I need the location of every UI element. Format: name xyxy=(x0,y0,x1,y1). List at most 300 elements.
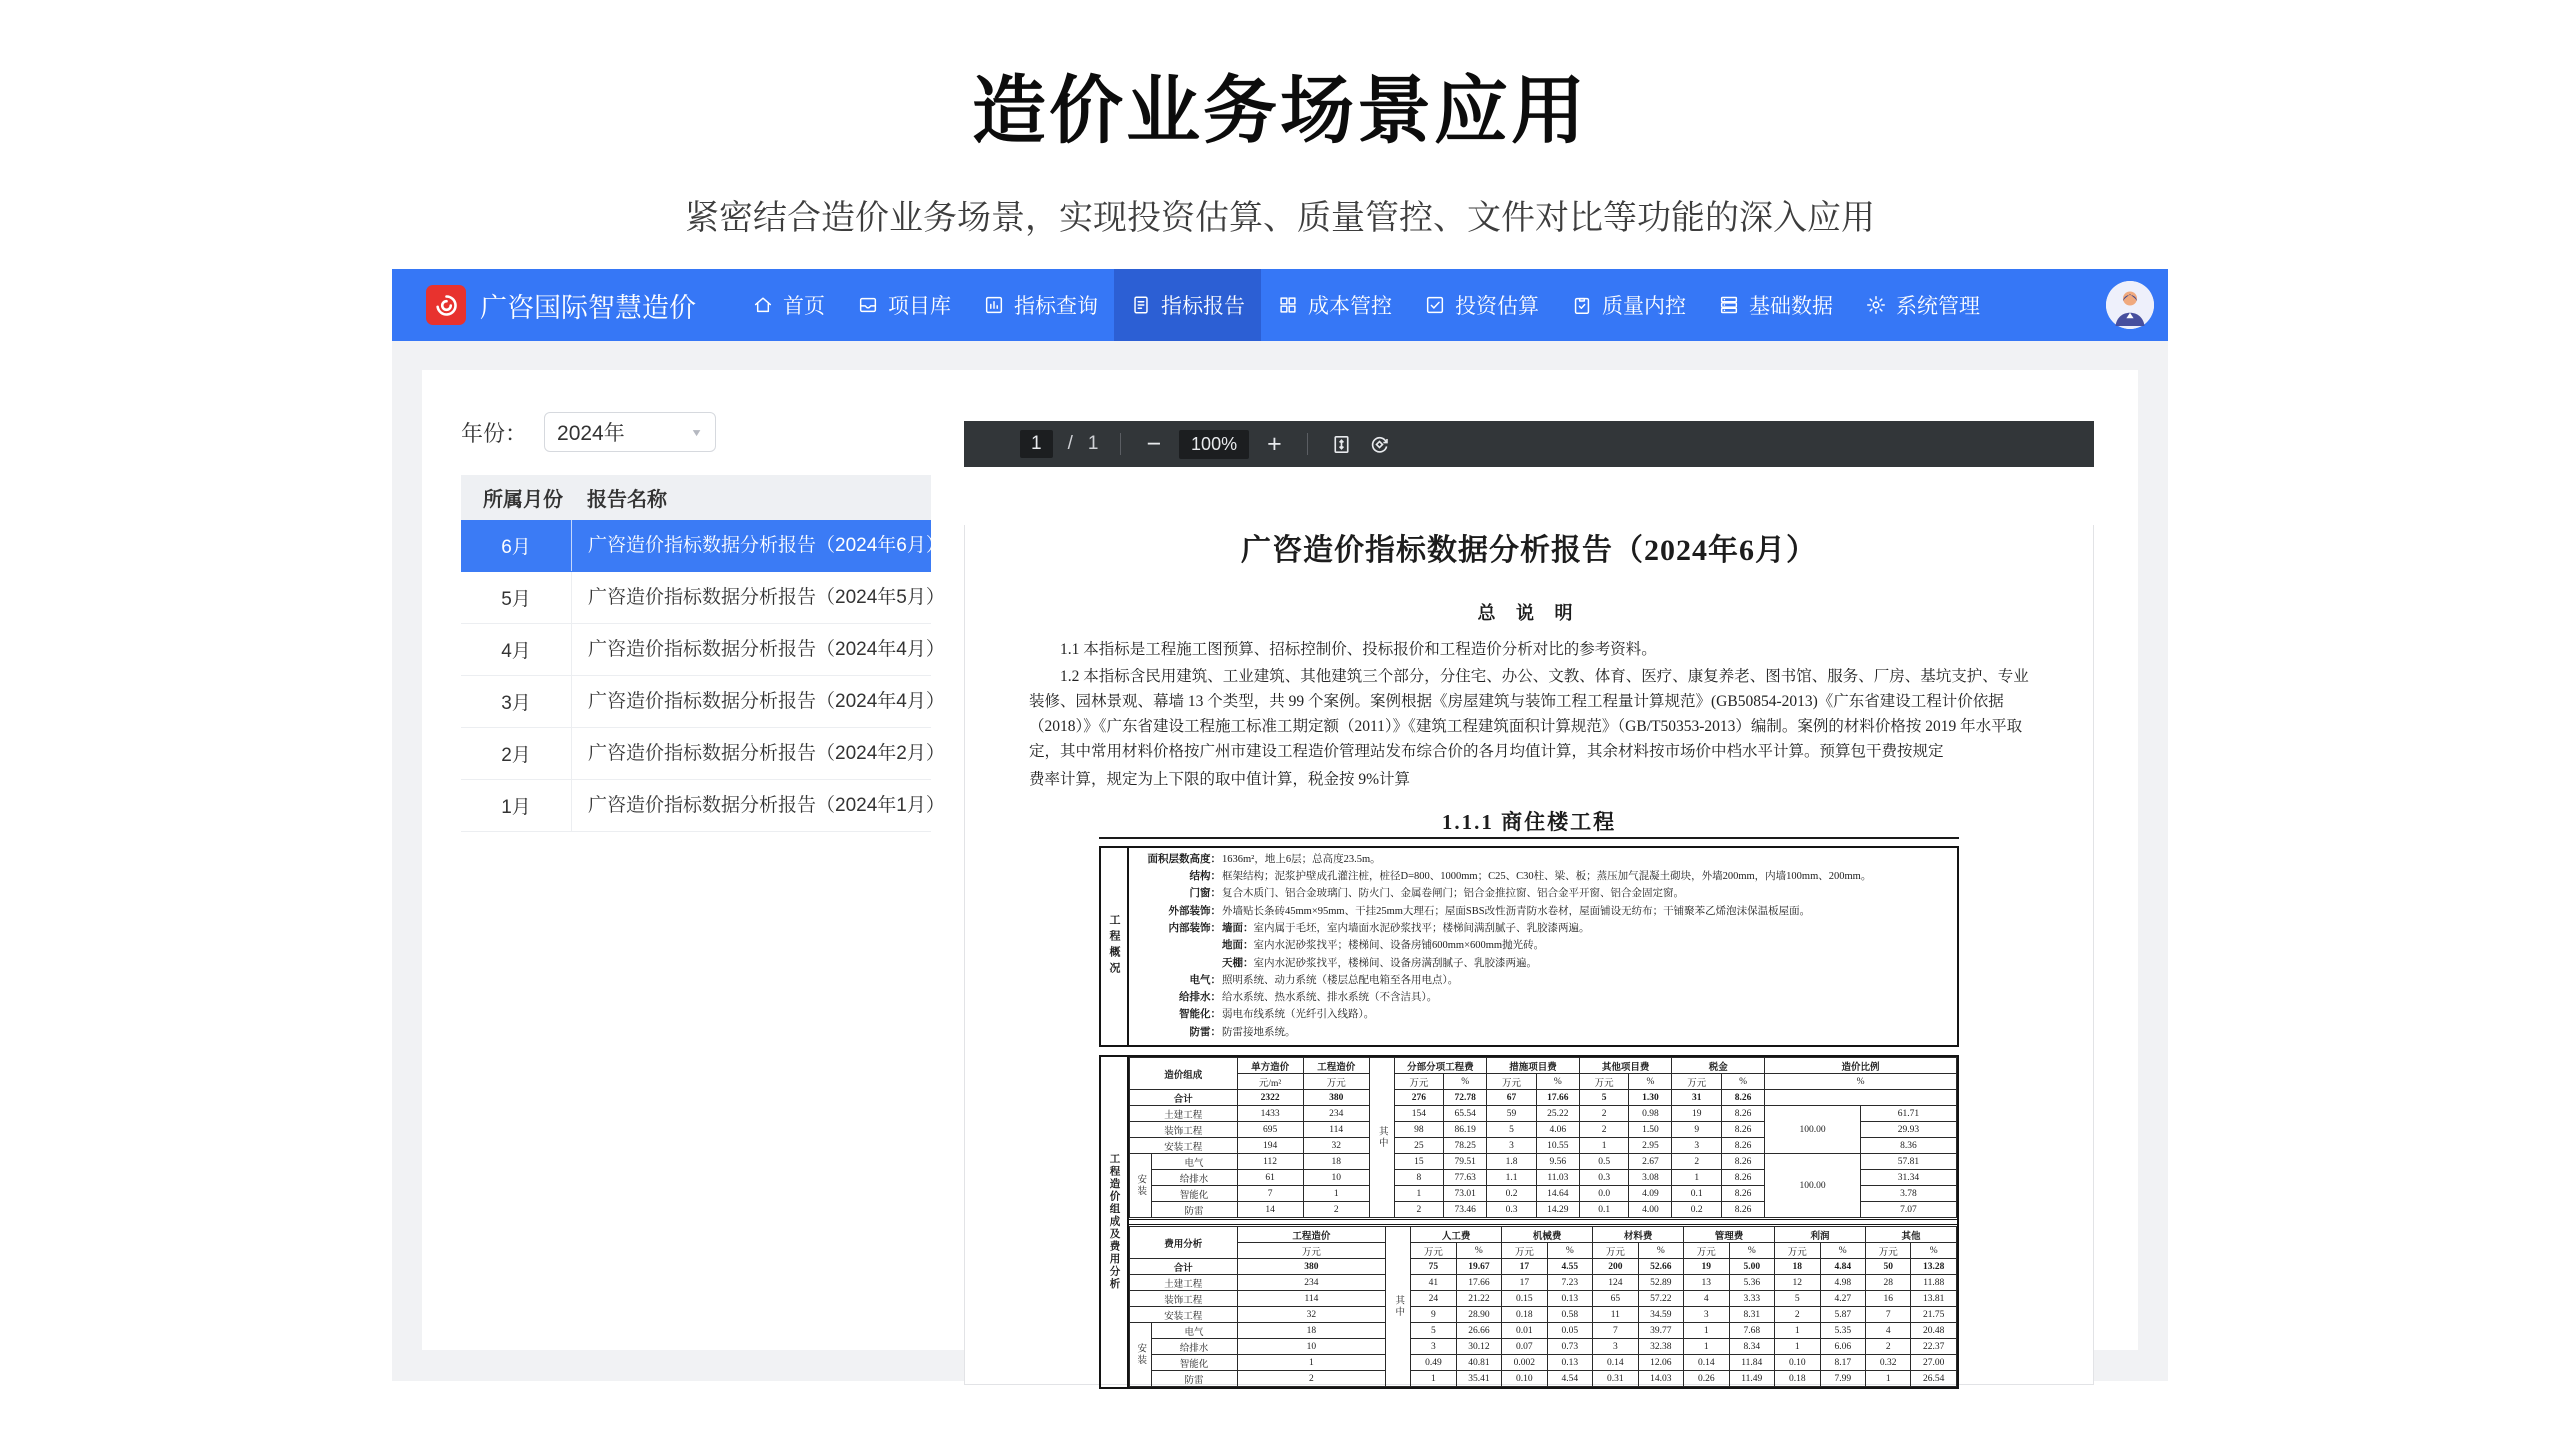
value-cell: 8.26 xyxy=(1722,1154,1765,1170)
overview-row xyxy=(1129,851,1949,868)
value-cell: 35.41 xyxy=(1456,1371,1501,1387)
row-name: 合计 xyxy=(1130,1259,1238,1275)
column-header-month: 所属月份 xyxy=(483,489,563,511)
report-row[interactable] xyxy=(461,572,945,624)
value-cell: 2 xyxy=(1775,1307,1820,1323)
unit-header: 万元 xyxy=(1775,1243,1820,1259)
value-cell: 8.26 xyxy=(1722,1138,1765,1154)
overview-row-label: 面积层数高度： xyxy=(1147,853,1221,865)
ratio-cell: 31.34 xyxy=(1860,1170,1956,1186)
overview-row xyxy=(1129,1024,1949,1041)
value-cell: 5 xyxy=(1487,1122,1537,1138)
value-cell: 8 xyxy=(1394,1170,1444,1186)
value-cell: 65 xyxy=(1593,1291,1638,1307)
nav-menu xyxy=(736,269,1996,341)
value-cell: 14 xyxy=(1237,1202,1303,1218)
nav-item-label: 指标报告 xyxy=(1161,295,1245,318)
value-cell: 1 xyxy=(1672,1170,1722,1186)
value-cell: 0.07 xyxy=(1502,1339,1547,1355)
ratio-cell: 29.93 xyxy=(1860,1122,1956,1138)
row-name: 安装工程 xyxy=(1130,1138,1238,1154)
value-cell: 2.67 xyxy=(1629,1154,1672,1170)
value-cell: 98 xyxy=(1394,1122,1444,1138)
value-cell: 79.51 xyxy=(1444,1154,1487,1170)
value-cell: 11.03 xyxy=(1536,1170,1579,1186)
ratio-cell: 7.07 xyxy=(1860,1202,1956,1218)
report-row-name: 广咨造价指标数据分析报告（2024年5月） xyxy=(571,572,945,623)
value-cell: 0.14 xyxy=(1593,1355,1638,1371)
content-area xyxy=(392,341,2168,1386)
report-row-month: 2月 xyxy=(501,745,531,766)
report-row[interactable] xyxy=(461,676,945,728)
home-icon xyxy=(752,294,774,316)
value-cell: 1 xyxy=(1411,1371,1456,1387)
value-cell: 4.98 xyxy=(1820,1275,1865,1291)
page-total: 1 xyxy=(1087,433,1099,454)
overview-row xyxy=(1129,989,1949,1006)
report-row[interactable] xyxy=(461,624,945,676)
among-label: 其中 xyxy=(1386,1227,1411,1387)
document-subsection-title: 1.1.1 商住楼工程 xyxy=(1099,806,1959,839)
document-title: 广咨造价指标数据分析报告（2024年6月） xyxy=(1241,534,1817,567)
value-cell: 124 xyxy=(1593,1275,1638,1291)
ratio-cell xyxy=(1765,1090,1957,1106)
value-cell: 4.54 xyxy=(1547,1371,1592,1387)
report-row-name: 广咨造价指标数据分析报告（2024年4月） xyxy=(571,676,945,727)
page-number-input[interactable]: 1 xyxy=(1020,430,1053,458)
value-cell: 10.55 xyxy=(1536,1138,1579,1154)
value-cell: 380 xyxy=(1237,1259,1386,1275)
overview-row-label: 内部装饰： xyxy=(1168,922,1221,934)
value-cell: 8.17 xyxy=(1820,1355,1865,1371)
cost-row xyxy=(1130,1106,1957,1122)
fit-page-icon[interactable] xyxy=(1330,433,1353,456)
value-cell: 13 xyxy=(1684,1275,1729,1291)
value-cell: 7.68 xyxy=(1729,1323,1774,1339)
unit-header: 万元 xyxy=(1411,1243,1456,1259)
value-cell: 2 xyxy=(1237,1371,1386,1387)
value-cell: 8.26 xyxy=(1722,1090,1765,1106)
value-cell: 2 xyxy=(1672,1154,1722,1170)
ratio-cell: 57.81 xyxy=(1860,1154,1956,1170)
overview-row xyxy=(1129,955,1949,972)
overview-row xyxy=(1129,903,1949,920)
row-name: 给排水 xyxy=(1151,1339,1237,1355)
column-header: 管理费 xyxy=(1684,1227,1775,1243)
overview-row-text: 墙面：室内属于毛坯，室内墙面水泥砂浆找平；楼梯间满刮腻子、乳胶漆两遍。 xyxy=(1222,922,1590,934)
value-cell: 17.66 xyxy=(1536,1090,1579,1106)
value-cell: 8.26 xyxy=(1722,1202,1765,1218)
value-cell: 28.90 xyxy=(1456,1307,1501,1323)
nav-item-5[interactable] xyxy=(1261,269,1408,341)
value-cell: 0.15 xyxy=(1502,1291,1547,1307)
row-name: 装饰工程 xyxy=(1130,1291,1238,1307)
value-cell: 19 xyxy=(1684,1259,1729,1275)
value-cell: 32.38 xyxy=(1638,1339,1683,1355)
report-table-header xyxy=(461,475,931,520)
row-name: 装饰工程 xyxy=(1130,1122,1238,1138)
overview-row xyxy=(1129,1006,1949,1023)
overview-row xyxy=(1129,937,1949,954)
value-cell: 31 xyxy=(1672,1090,1722,1106)
value-cell: 9.56 xyxy=(1536,1154,1579,1170)
column-header: 单方造价 xyxy=(1237,1058,1303,1074)
value-cell: 7 xyxy=(1866,1307,1911,1323)
fee-row xyxy=(1130,1355,1957,1371)
fee-row xyxy=(1130,1323,1957,1339)
row-name: 防雷 xyxy=(1151,1371,1237,1387)
value-cell: 0.13 xyxy=(1547,1355,1592,1371)
value-cell: 28 xyxy=(1866,1275,1911,1291)
value-cell: 65.54 xyxy=(1444,1106,1487,1122)
unit-header: % xyxy=(1638,1243,1683,1259)
value-cell: 11 xyxy=(1593,1307,1638,1323)
value-cell: 0.10 xyxy=(1775,1355,1820,1371)
overview-row-sublabel: 天棚： xyxy=(1222,957,1254,969)
value-cell: 67 xyxy=(1487,1090,1537,1106)
document-section-heading: 总 说 明 xyxy=(1477,603,1581,623)
value-cell: 73.01 xyxy=(1444,1186,1487,1202)
pdf-toolbar xyxy=(964,421,2094,467)
overview-row-label: 外部装饰： xyxy=(1168,905,1221,917)
value-cell: 1 xyxy=(1579,1138,1629,1154)
value-cell: 26.66 xyxy=(1456,1323,1501,1339)
value-cell: 8.26 xyxy=(1722,1170,1765,1186)
column-header: 机械费 xyxy=(1502,1227,1593,1243)
value-cell: 0.49 xyxy=(1411,1355,1456,1371)
fee-row xyxy=(1130,1339,1957,1355)
value-cell: 34.59 xyxy=(1638,1307,1683,1323)
cost-row xyxy=(1130,1154,1957,1170)
fee-row xyxy=(1130,1307,1957,1323)
value-cell: 5 xyxy=(1411,1323,1456,1339)
overview-row-text: 照明系统、动力系统（楼层总配电箱至各用电点）。 xyxy=(1222,974,1459,986)
value-cell: 8.26 xyxy=(1722,1122,1765,1138)
report-row-name: 广咨造价指标数据分析报告（2024年4月） xyxy=(571,624,945,675)
nav-item-4[interactable] xyxy=(1114,269,1261,341)
value-cell: 4.27 xyxy=(1820,1291,1865,1307)
value-cell: 41 xyxy=(1411,1275,1456,1291)
value-cell: 0.1 xyxy=(1672,1186,1722,1202)
value-cell: 0.05 xyxy=(1547,1323,1592,1339)
value-cell: 11.84 xyxy=(1729,1355,1774,1371)
among-label: 其中 xyxy=(1369,1058,1394,1218)
value-cell: 18 xyxy=(1775,1259,1820,1275)
value-cell: 52.89 xyxy=(1638,1275,1683,1291)
row-name: 电气 xyxy=(1151,1323,1237,1339)
row-name: 土建工程 xyxy=(1130,1106,1238,1122)
cost-section-side-label: 工程造价组成及费用分析 xyxy=(1101,1057,1129,1387)
toolbar-divider xyxy=(1307,433,1308,455)
overview-rows xyxy=(1129,848,1957,1045)
value-cell: 7.23 xyxy=(1547,1275,1592,1291)
column-header-report: 报告名称 xyxy=(587,489,667,511)
value-cell: 11.88 xyxy=(1911,1275,1957,1291)
value-cell: 1.30 xyxy=(1629,1090,1672,1106)
value-cell: 0.3 xyxy=(1487,1202,1537,1218)
value-cell: 0.002 xyxy=(1502,1355,1547,1371)
column-header: 工程造价 xyxy=(1237,1227,1386,1243)
unit-header: 万元 xyxy=(1394,1074,1444,1090)
column-header: 分部分项工程费 xyxy=(1394,1058,1487,1074)
overview-row-label: 门窗： xyxy=(1189,888,1221,900)
row-name: 安装工程 xyxy=(1130,1307,1238,1323)
value-cell: 59 xyxy=(1487,1106,1537,1122)
value-cell: 20.48 xyxy=(1911,1323,1957,1339)
report-row-month: 3月 xyxy=(501,693,531,714)
value-cell: 19.67 xyxy=(1456,1259,1501,1275)
column-header: 材料费 xyxy=(1593,1227,1684,1243)
value-cell: 10 xyxy=(1303,1170,1369,1186)
install-group-label: 安装 xyxy=(1130,1323,1152,1387)
value-cell: 112 xyxy=(1237,1154,1303,1170)
value-cell: 0.3 xyxy=(1579,1170,1629,1186)
row-name: 智能化 xyxy=(1151,1355,1237,1371)
value-cell: 4 xyxy=(1866,1323,1911,1339)
value-cell: 0.5 xyxy=(1579,1154,1629,1170)
overview-row-text: 复合木质门、铝合金玻璃门、防火门、金属卷闸门；铝合金推拉窗、铝合金平开窗、铝合金固定窗。 xyxy=(1222,888,1684,900)
value-cell: 27.00 xyxy=(1911,1355,1957,1371)
nav-item-6[interactable] xyxy=(1408,269,1555,341)
fee-row xyxy=(1130,1259,1957,1275)
row-name: 土建工程 xyxy=(1130,1275,1238,1291)
report-row[interactable] xyxy=(461,520,945,572)
value-cell: 276 xyxy=(1394,1090,1444,1106)
rotate-page-icon[interactable] xyxy=(1368,433,1391,456)
value-cell: 2.95 xyxy=(1629,1138,1672,1154)
overview-row-text: 防雷接地系统。 xyxy=(1222,1026,1296,1038)
value-cell: 1 xyxy=(1684,1323,1729,1339)
value-cell: 25.22 xyxy=(1536,1106,1579,1122)
value-cell: 0.26 xyxy=(1684,1371,1729,1387)
value-cell: 17 xyxy=(1502,1259,1547,1275)
unit-header: % xyxy=(1444,1074,1487,1090)
unit-header: 万元 xyxy=(1502,1243,1547,1259)
zoom-out-button[interactable]: − xyxy=(1146,429,1162,458)
fee-row xyxy=(1130,1291,1957,1307)
value-cell: 17.66 xyxy=(1456,1275,1501,1291)
value-cell: 1 xyxy=(1303,1186,1369,1202)
row-name: 电气 xyxy=(1151,1154,1237,1170)
toolbar-divider xyxy=(1120,433,1121,455)
fee-row xyxy=(1130,1371,1957,1387)
nav-item-9[interactable] xyxy=(1849,269,1996,341)
overview-row-sublabel: 地面： xyxy=(1222,940,1254,952)
year-select-value: 2024年 xyxy=(557,422,625,445)
unit-header: % xyxy=(1722,1074,1765,1090)
value-cell: 26.54 xyxy=(1911,1371,1957,1387)
corner-header: 费用分析 xyxy=(1130,1227,1238,1259)
value-cell: 1.8 xyxy=(1487,1154,1537,1170)
document-paragraph: 1.1 本指标是工程施工图预算、招标控制价、投标报价和工程造价分析对比的参考资料。 xyxy=(1060,641,1657,658)
row-name: 合计 xyxy=(1130,1090,1238,1106)
value-cell: 3 xyxy=(1672,1138,1722,1154)
value-cell: 114 xyxy=(1303,1122,1369,1138)
value-cell: 4.06 xyxy=(1536,1122,1579,1138)
value-cell: 86.19 xyxy=(1444,1122,1487,1138)
value-cell: 14.64 xyxy=(1536,1186,1579,1202)
value-cell: 40.81 xyxy=(1456,1355,1501,1371)
table-separator xyxy=(1129,1219,1957,1225)
value-cell: 2 xyxy=(1579,1122,1629,1138)
value-cell: 11.49 xyxy=(1729,1371,1774,1387)
report-table xyxy=(461,475,945,832)
report-row[interactable] xyxy=(461,728,945,780)
value-cell: 154 xyxy=(1394,1106,1444,1122)
column-header: 工程造价 xyxy=(1303,1058,1369,1074)
nav-item-8[interactable] xyxy=(1702,269,1849,341)
value-cell: 18 xyxy=(1237,1323,1386,1339)
value-cell: 14.03 xyxy=(1638,1371,1683,1387)
column-header: 其他 xyxy=(1866,1227,1957,1243)
value-cell: 5.36 xyxy=(1729,1275,1774,1291)
value-cell: 3 xyxy=(1684,1307,1729,1323)
unit-header: % xyxy=(1629,1074,1672,1090)
value-cell: 1.1 xyxy=(1487,1170,1537,1186)
brand[interactable] xyxy=(426,285,696,325)
report-row[interactable] xyxy=(461,780,945,832)
value-cell: 21.75 xyxy=(1911,1307,1957,1323)
ratio-cell: 8.36 xyxy=(1860,1138,1956,1154)
nav-item-2[interactable] xyxy=(841,269,967,341)
column-header: 其他项目费 xyxy=(1579,1058,1672,1074)
value-cell: 0.2 xyxy=(1487,1186,1537,1202)
project-library-icon xyxy=(857,294,879,316)
overview-row-text: 给水系统、热水系统、排水系统（不含洁具）。 xyxy=(1222,992,1438,1004)
brand-spiral-icon xyxy=(426,285,466,325)
overview-row-label: 智能化： xyxy=(1179,1009,1221,1021)
user-avatar[interactable] xyxy=(2106,281,2154,329)
nav-item-label: 项目库 xyxy=(888,295,951,318)
unit-header: 万元 xyxy=(1672,1074,1722,1090)
overview-row-text: 弱电布线系统（光纤引入线路）。 xyxy=(1222,1009,1375,1021)
nav-item-label: 投资估算 xyxy=(1455,295,1539,318)
indicator-query-icon xyxy=(983,294,1005,316)
report-row-month: 5月 xyxy=(501,589,531,610)
value-cell: 1 xyxy=(1866,1371,1911,1387)
system-manage-icon xyxy=(1865,294,1887,316)
value-cell: 1 xyxy=(1394,1186,1444,1202)
value-cell: 9 xyxy=(1411,1307,1456,1323)
report-row-name: 广咨造价指标数据分析报告（2024年2月） xyxy=(571,728,945,779)
install-group-label: 安装 xyxy=(1130,1154,1152,1218)
overview-row-label: 结构： xyxy=(1189,870,1221,882)
value-cell: 4 xyxy=(1684,1291,1729,1307)
value-cell: 25 xyxy=(1394,1138,1444,1154)
value-cell: 16 xyxy=(1866,1291,1911,1307)
value-cell: 1.50 xyxy=(1629,1122,1672,1138)
app-screenshot xyxy=(392,269,2168,1386)
value-cell: 3 xyxy=(1487,1138,1537,1154)
value-cell: 5.87 xyxy=(1820,1307,1865,1323)
nav-item-label: 指标查询 xyxy=(1014,295,1098,318)
value-cell: 1 xyxy=(1775,1323,1820,1339)
cost-row xyxy=(1130,1090,1957,1106)
cost-composition-table xyxy=(1129,1057,1957,1218)
nav-item-1[interactable] xyxy=(736,269,841,341)
nav-item-label: 成本管控 xyxy=(1308,295,1392,318)
overview-row-label: 防雷： xyxy=(1189,1026,1221,1038)
value-cell: 234 xyxy=(1237,1275,1386,1291)
value-cell: 4.00 xyxy=(1629,1202,1672,1218)
value-cell: 32 xyxy=(1237,1307,1386,1323)
report-row-month: 4月 xyxy=(501,641,531,662)
value-cell: 18 xyxy=(1303,1154,1369,1170)
overview-row xyxy=(1129,972,1949,989)
ratio-total-cell: 100.00 xyxy=(1765,1106,1861,1154)
nav-item-7[interactable] xyxy=(1555,269,1702,341)
value-cell: 12.06 xyxy=(1638,1355,1683,1371)
value-cell: 0.98 xyxy=(1629,1106,1672,1122)
value-cell: 22.37 xyxy=(1911,1339,1957,1355)
zoom-in-button[interactable]: + xyxy=(1267,429,1282,458)
value-cell: 0.13 xyxy=(1547,1291,1592,1307)
unit-header: 元/m² xyxy=(1237,1074,1303,1090)
value-cell: 4.55 xyxy=(1547,1259,1592,1275)
value-cell: 2322 xyxy=(1237,1090,1303,1106)
row-name: 智能化 xyxy=(1151,1186,1237,1202)
nav-item-3[interactable] xyxy=(967,269,1114,341)
value-cell: 0.1 xyxy=(1579,1202,1629,1218)
value-cell: 0.31 xyxy=(1593,1371,1638,1387)
value-cell: 13.81 xyxy=(1911,1291,1957,1307)
cost-analysis-section xyxy=(1099,1055,1959,1389)
main-card xyxy=(422,370,2138,1386)
value-cell: 5 xyxy=(1579,1090,1629,1106)
value-cell: 14.29 xyxy=(1536,1202,1579,1218)
unit-header: % xyxy=(1820,1243,1865,1259)
value-cell: 1433 xyxy=(1237,1106,1303,1122)
unit-header: 万元 xyxy=(1237,1243,1386,1259)
value-cell: 1 xyxy=(1237,1355,1386,1371)
value-cell: 0.01 xyxy=(1502,1323,1547,1339)
unit-header: 万元 xyxy=(1866,1243,1911,1259)
value-cell: 0.10 xyxy=(1502,1371,1547,1387)
value-cell: 8.26 xyxy=(1722,1106,1765,1122)
value-cell: 0.73 xyxy=(1547,1339,1592,1355)
overview-row-label xyxy=(1129,937,1221,954)
overview-row xyxy=(1129,868,1949,885)
value-cell: 21.22 xyxy=(1456,1291,1501,1307)
report-row-month: 6月 xyxy=(501,537,531,558)
report-row-name: 广咨造价指标数据分析报告（2024年6月） xyxy=(571,520,945,571)
value-cell: 50 xyxy=(1866,1259,1911,1275)
cost-control-icon xyxy=(1277,294,1299,316)
value-cell: 2 xyxy=(1303,1202,1369,1218)
year-select[interactable] xyxy=(544,412,716,452)
zoom-level[interactable]: 100% xyxy=(1179,430,1249,459)
value-cell: 77.63 xyxy=(1444,1170,1487,1186)
report-row-month: 1月 xyxy=(501,797,531,818)
value-cell: 78.25 xyxy=(1444,1138,1487,1154)
value-cell: 4.09 xyxy=(1629,1186,1672,1202)
chevron-down-icon: ▼ xyxy=(690,426,704,438)
value-cell: 19 xyxy=(1672,1106,1722,1122)
value-cell: 5.35 xyxy=(1820,1323,1865,1339)
value-cell: 61 xyxy=(1237,1170,1303,1186)
fee-row xyxy=(1130,1275,1957,1291)
ratio-cell: 3.78 xyxy=(1860,1186,1956,1202)
cost-tables xyxy=(1129,1057,1957,1387)
unit-header: % xyxy=(1911,1243,1957,1259)
value-cell: 200 xyxy=(1593,1259,1638,1275)
value-cell: 194 xyxy=(1237,1138,1303,1154)
value-cell: 3.08 xyxy=(1629,1170,1672,1186)
overview-row-sublabel: 墙面： xyxy=(1222,922,1254,934)
project-overview-table xyxy=(1099,846,1959,1047)
indicator-report-icon xyxy=(1130,294,1152,316)
value-cell: 57.22 xyxy=(1638,1291,1683,1307)
